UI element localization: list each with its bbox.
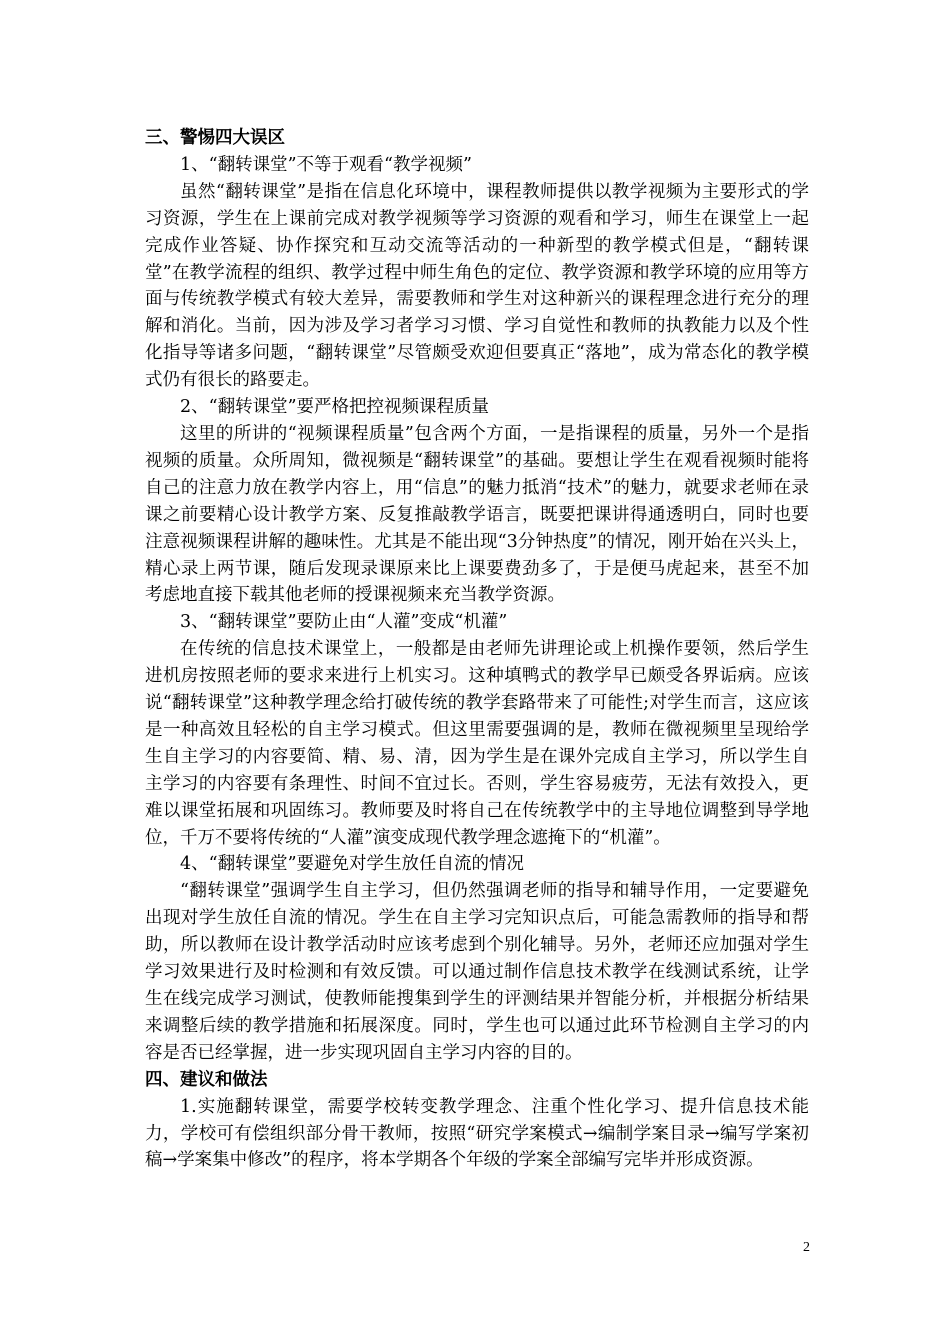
paragraph-3-1: 虽然“翻转课堂”是指在信息化环境中，课程教师提供以教学视频为主要形式的学习资源，学生在上课前完成对教学视频等学习资源的观看和学习，师生在课堂上一起完成作业答疑、协作探究和互动交流等活动的一种新型的教学模式但是，“翻转课堂”在教学流程的组织、教学过程中师生角色的定位、教学资源和教学环境的应用等方面与传统教学模式有较大差异，需要教师和学生对这种新兴的课程理念进行充分的理解和消化。当前，因为涉及学习者学习习惯、学习自觉性和教师的执教能力以及个性化指导等诸多问题，“翻转课堂”尽管颇受欢迎但要真正“落地”，成为常态化的教学模式仍有很长的路要走。 [145, 181, 809, 391]
paragraph-3-3: 在传统的信息技术课堂上，一般都是由老师先讲理论或上机操作要领，然后学生进机房按照老师的要求来进行上机实习。这种填鸭式的教学早已颇受各界诟病。应该说“翻转课堂”这种教学理念给打破传统的教学套路带来了可能性;对学生而言，这应该是一种高效且轻松的自主学习模式。但这里需要强调的是，教师在微视频里呈现给学生自主学习的内容要简、精、易、清，因为学生是在课外完成自主学习，所以学生自主学习的内容要有条理性、时间不宜过长。否则，学生容易疲劳，无法有效投入，更难以课堂拓展和巩固练习。教师要及时将自己在传统教学中的主导地位调整到导学地位，千万不要将传统的“人灌”演变成现代教学理念遮掩下的“机灌”。 [145, 639, 809, 848]
page-body [145, 125, 809, 1174]
subheading-3-2: 2、“翻转课堂”要严格把控视频课程质量 [180, 397, 490, 418]
section-heading-4: 四、建议和做法 [145, 1069, 268, 1090]
section-heading-3: 三、警惕四大误区 [145, 128, 285, 148]
page-number: 2 [803, 1240, 810, 1255]
subheading-3-1: 1、“翻转课堂”不等于观看“教学视频” [180, 154, 472, 175]
paragraph-4-1: 1.实施翻转课堂，需要学校转变教学理念、注重个性化学习、提升信息技术能力，学校可有偿组织部分骨干教师，按照“研究学案模式→编制学案目录→编写学案初稿→学案集中修改”的程序，将本学期各个年级的学案全部编写完毕并形成资源。 [145, 1096, 809, 1171]
paragraph-3-4: “翻转课堂”强调学生自主学习，但仍然强调老师的指导和辅导作用，一定要避免出现对学生放任自流的情况。学生在自主学习完知识点后，可能急需教师的指导和帮助，所以教师在设计教学活动时应该考虑到个别化辅导。另外，老师还应加强对学生学习效果进行及时检测和有效反馈。可以通过制作信息技术教学在线测试系统，让学生在线完成学习测试，使教师能搜集到学生的评测结果并智能分析，并根据分析结果来调整后续的教学措施和拓展深度。同时，学生也可以通过此环节检测自主学习的内容是否已经掌握，进一步实现巩固自主学习内容的目的。 [145, 881, 809, 1063]
subheading-3-3: 3、“翻转课堂”要防止由“人灌”变成“机灌” [180, 612, 508, 633]
subheading-3-4: 4、“翻转课堂”要避免对学生放任自流的情况 [180, 854, 525, 875]
paragraph-3-2: 这里的所讲的“视频课程质量”包含两个方面，一是指课程的质量，另外一个是指视频的质量。众所周知，微视频是“翻转课堂”的基础。要想让学生在观看视频时能将自己的注意力放在教学内容上，用“信息”的魅力抵消“技术”的魅力，就要求老师在录课之前要精心设计教学方案、反复推敲教学语言，既要把课讲得通透明白，同时也要注意视频课程讲解的趣味性。尤其是不能出现“3分钟热度”的情况，刚开始在兴头上，精心录上两节课，随后发现录课原来比上课要费劲多了，于是便马虎起来，甚至不加考虑地直接下载其他老师的授课视频来充当教学资源。 [145, 423, 809, 606]
